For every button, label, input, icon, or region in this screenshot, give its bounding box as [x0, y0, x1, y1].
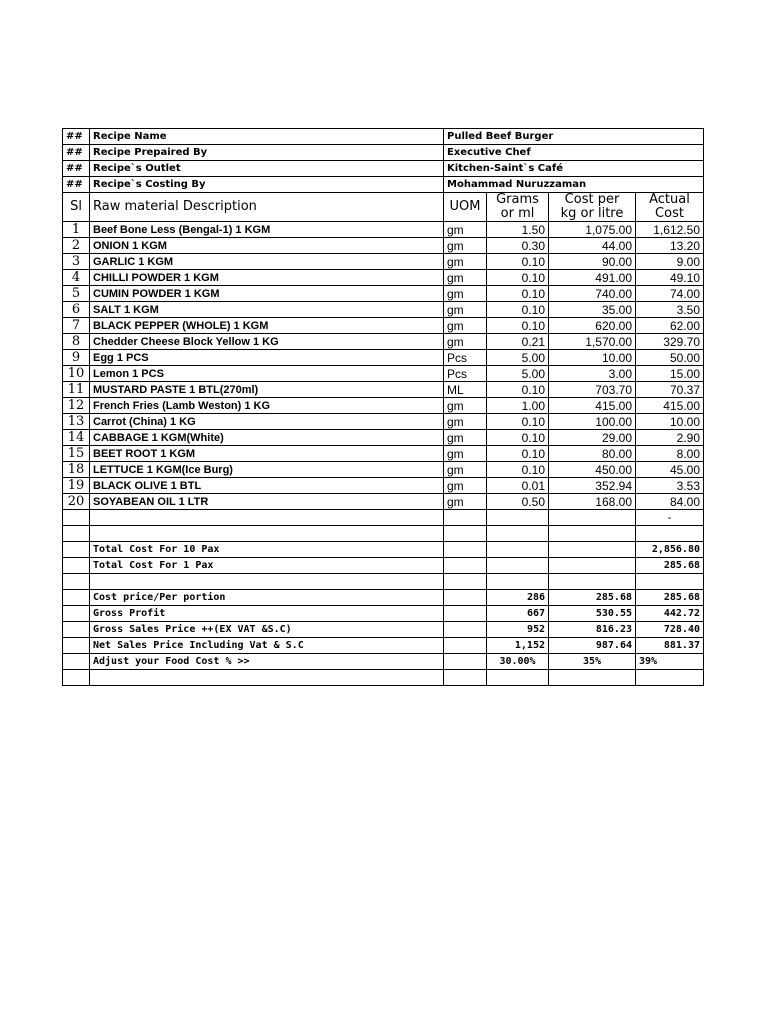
pricing-value-2: 816.23 [549, 622, 636, 638]
pricing-value-1: 30.00% [487, 654, 549, 670]
ingredient-row [63, 222, 704, 238]
empty-row [63, 574, 704, 590]
pricing-value-2: 987.64 [549, 638, 636, 654]
quantity: 0.21 [487, 334, 549, 350]
pricing-spacer [63, 606, 90, 622]
unit-of-measure: gm [444, 398, 487, 414]
serial-number: 18 [63, 462, 90, 478]
ingredient-name: CUMIN POWDER 1 KGM [90, 286, 444, 302]
pricing-spacer [63, 622, 90, 638]
pricing-value-3: 881.37 [636, 638, 704, 654]
actual-cost: 62.00 [636, 318, 704, 334]
pricing-spacer [444, 622, 487, 638]
pricing-label: Adjust your Food Cost % >> [90, 654, 444, 670]
meta-hash: ## [63, 177, 90, 193]
ingredient-name: LETTUCE 1 KGM(Ice Burg) [90, 462, 444, 478]
ingredient-row [63, 494, 704, 510]
ingredient-name: BLACK PEPPER (WHOLE) 1 KGM [90, 318, 444, 334]
meta-hash: ## [63, 161, 90, 177]
quantity: 5.00 [487, 366, 549, 382]
pricing-spacer [63, 638, 90, 654]
unit-of-measure: Pcs [444, 366, 487, 382]
unit-rate: 1,570.00 [549, 334, 636, 350]
ingredient-name: BLACK OLIVE 1 BTL [90, 478, 444, 494]
unit-rate: 703.70 [549, 382, 636, 398]
serial-number: 14 [63, 430, 90, 446]
serial-number: 5 [63, 286, 90, 302]
pricing-label: Gross Profit [90, 606, 444, 622]
unit-rate: 450.00 [549, 462, 636, 478]
actual-cost: 49.10 [636, 270, 704, 286]
pricing-value-3: 442.72 [636, 606, 704, 622]
ingredient-row [63, 318, 704, 334]
unit-rate: 80.00 [549, 446, 636, 462]
ingredient-name: GARLIC 1 KGM [90, 254, 444, 270]
unit-rate: 620.00 [549, 318, 636, 334]
total-1-pax-value: 285.68 [636, 558, 704, 574]
empty-row [63, 670, 704, 686]
meta-hash: ## [63, 129, 90, 145]
ingredient-row [63, 270, 704, 286]
serial-number: 3 [63, 254, 90, 270]
ingredient-row [63, 382, 704, 398]
dash-cell: - [636, 510, 704, 526]
pricing-value-1: 667 [487, 606, 549, 622]
ingredient-name: Egg 1 PCS [90, 350, 444, 366]
serial-number: 7 [63, 318, 90, 334]
meta-row [63, 177, 704, 193]
ingredient-row [63, 254, 704, 270]
unit-of-measure: gm [444, 446, 487, 462]
dash-row [63, 510, 704, 526]
actual-cost-header [636, 193, 704, 222]
ingredient-name: CHILLI POWDER 1 KGM [90, 270, 444, 286]
quantity: 0.10 [487, 446, 549, 462]
pricing-spacer [444, 590, 487, 606]
unit-of-measure: gm [444, 302, 487, 318]
ingredient-name: BEET ROOT 1 KGM [90, 446, 444, 462]
pricing-spacer [444, 654, 487, 670]
unit-of-measure: gm [444, 478, 487, 494]
ingredient-name: CABBAGE 1 KGM(White) [90, 430, 444, 446]
serial-number: 10 [63, 366, 90, 382]
quantity: 0.10 [487, 286, 549, 302]
actual-header-line1: Actual [649, 192, 690, 207]
unit-rate: 1,075.00 [549, 222, 636, 238]
ingredient-row [63, 350, 704, 366]
quantity: 0.10 [487, 462, 549, 478]
pricing-label: Net Sales Price Including Vat & S.C [90, 638, 444, 654]
pricing-spacer [444, 606, 487, 622]
pricing-spacer [63, 654, 90, 670]
meta-label: Recipe Name [90, 129, 444, 145]
meta-value: Kitchen-Saint`s Café [444, 161, 704, 177]
description-header: Raw material Description [90, 193, 444, 222]
pricing-value-1: 952 [487, 622, 549, 638]
unit-of-measure: gm [444, 286, 487, 302]
quantity: 0.10 [487, 382, 549, 398]
column-header-row [63, 193, 704, 222]
cost-header-line1: Cost per [564, 192, 620, 207]
unit-rate: 10.00 [549, 350, 636, 366]
cost-per-header [549, 193, 636, 222]
meta-row [63, 145, 704, 161]
ingredient-name: MUSTARD PASTE 1 BTL(270ml) [90, 382, 444, 398]
actual-cost: 3.50 [636, 302, 704, 318]
unit-rate: 29.00 [549, 430, 636, 446]
serial-number: 4 [63, 270, 90, 286]
actual-cost: 13.20 [636, 238, 704, 254]
pricing-row [63, 654, 704, 670]
recipe-costing-sheet [62, 128, 704, 686]
total-10-pax-row [63, 542, 704, 558]
ingredient-row [63, 238, 704, 254]
actual-cost: 84.00 [636, 494, 704, 510]
pricing-value-1: 1,152 [487, 638, 549, 654]
unit-rate: 3.00 [549, 366, 636, 382]
ingredient-name: French Fries (Lamb Weston) 1 KG [90, 398, 444, 414]
quantity: 0.50 [487, 494, 549, 510]
unit-of-measure: gm [444, 222, 487, 238]
actual-cost: 1,612.50 [636, 222, 704, 238]
quantity: 0.10 [487, 430, 549, 446]
serial-number: 8 [63, 334, 90, 350]
serial-number: 20 [63, 494, 90, 510]
ingredient-row [63, 446, 704, 462]
quantity: 0.30 [487, 238, 549, 254]
ingredient-name: Lemon 1 PCS [90, 366, 444, 382]
sl-header: Sl [63, 193, 90, 222]
unit-rate: 90.00 [549, 254, 636, 270]
actual-header-line2: Cost [655, 206, 684, 221]
pricing-spacer [444, 638, 487, 654]
quantity: 0.10 [487, 270, 549, 286]
actual-cost: 45.00 [636, 462, 704, 478]
serial-number: 11 [63, 382, 90, 398]
meta-label: Recipe`s Outlet [90, 161, 444, 177]
ingredient-name: SALT 1 KGM [90, 302, 444, 318]
actual-cost: 2.90 [636, 430, 704, 446]
quantity: 0.01 [487, 478, 549, 494]
actual-cost: 415.00 [636, 398, 704, 414]
pricing-row [63, 590, 704, 606]
empty-row [63, 526, 704, 542]
meta-row [63, 161, 704, 177]
pricing-spacer [63, 590, 90, 606]
quantity: 1.00 [487, 398, 549, 414]
ingredient-row [63, 302, 704, 318]
actual-cost: 8.00 [636, 446, 704, 462]
unit-of-measure: ML [444, 382, 487, 398]
pricing-label: Gross Sales Price ++(EX VAT &S.C) [90, 622, 444, 638]
actual-cost: 15.00 [636, 366, 704, 382]
ingredient-row [63, 398, 704, 414]
actual-cost: 74.00 [636, 286, 704, 302]
pricing-value-3: 728.40 [636, 622, 704, 638]
ingredient-name: SOYABEAN OIL 1 LTR [90, 494, 444, 510]
serial-number: 15 [63, 446, 90, 462]
pricing-value-2: 35% [549, 654, 636, 670]
pricing-value-3: 39% [636, 654, 704, 670]
meta-label: Recipe`s Costing By [90, 177, 444, 193]
ingredient-row [63, 430, 704, 446]
pricing-value-3: 285.68 [636, 590, 704, 606]
serial-number: 12 [63, 398, 90, 414]
unit-rate: 35.00 [549, 302, 636, 318]
unit-rate: 352.94 [549, 478, 636, 494]
unit-rate: 740.00 [549, 286, 636, 302]
serial-number: 19 [63, 478, 90, 494]
unit-of-measure: gm [444, 414, 487, 430]
quantity: 0.10 [487, 254, 549, 270]
serial-number: 2 [63, 238, 90, 254]
unit-of-measure: Pcs [444, 350, 487, 366]
meta-value: Mohammad Nuruzzaman [444, 177, 704, 193]
ingredient-name: Beef Bone Less (Bengal-1) 1 KGM [90, 222, 444, 238]
unit-rate: 491.00 [549, 270, 636, 286]
pricing-row [63, 638, 704, 654]
quantity: 5.00 [487, 350, 549, 366]
quantity: 1.50 [487, 222, 549, 238]
actual-cost: 329.70 [636, 334, 704, 350]
actual-cost: 9.00 [636, 254, 704, 270]
pricing-row [63, 622, 704, 638]
actual-cost: 50.00 [636, 350, 704, 366]
unit-of-measure: gm [444, 494, 487, 510]
grams-header [487, 193, 549, 222]
unit-of-measure: gm [444, 430, 487, 446]
serial-number: 9 [63, 350, 90, 366]
total-1-pax-label: Total Cost For 1 Pax [90, 558, 444, 574]
pricing-value-2: 530.55 [549, 606, 636, 622]
unit-of-measure: gm [444, 334, 487, 350]
ingredient-row [63, 366, 704, 382]
unit-rate: 415.00 [549, 398, 636, 414]
unit-rate: 44.00 [549, 238, 636, 254]
ingredient-name: ONION 1 KGM [90, 238, 444, 254]
quantity: 0.10 [487, 414, 549, 430]
meta-label: Recipe Prepaired By [90, 145, 444, 161]
total-10-pax-value: 2,856.80 [636, 542, 704, 558]
unit-of-measure: gm [444, 270, 487, 286]
unit-rate: 100.00 [549, 414, 636, 430]
unit-of-measure: gm [444, 254, 487, 270]
actual-cost: 70.37 [636, 382, 704, 398]
total-10-pax-label: Total Cost For 10 Pax [90, 542, 444, 558]
actual-cost: 3.53 [636, 478, 704, 494]
grams-header-line2: or ml [500, 206, 535, 221]
meta-value: Pulled Beef Burger [444, 129, 704, 145]
actual-cost: 10.00 [636, 414, 704, 430]
unit-of-measure: gm [444, 238, 487, 254]
meta-hash: ## [63, 145, 90, 161]
ingredient-row [63, 478, 704, 494]
pricing-label: Cost price/Per portion [90, 590, 444, 606]
quantity: 0.10 [487, 318, 549, 334]
serial-number: 13 [63, 414, 90, 430]
meta-value: Executive Chef [444, 145, 704, 161]
total-1-pax-row [63, 558, 704, 574]
unit-rate: 168.00 [549, 494, 636, 510]
pricing-value-1: 286 [487, 590, 549, 606]
grams-header-line1: Grams [496, 192, 539, 207]
serial-number: 6 [63, 302, 90, 318]
unit-of-measure: gm [444, 462, 487, 478]
unit-of-measure: gm [444, 318, 487, 334]
ingredient-name: Chedder Cheese Block Yellow 1 KG [90, 334, 444, 350]
ingredient-row [63, 334, 704, 350]
pricing-value-2: 285.68 [549, 590, 636, 606]
meta-row [63, 129, 704, 145]
ingredient-name: Carrot (China) 1 KG [90, 414, 444, 430]
ingredient-row [63, 462, 704, 478]
ingredient-row [63, 286, 704, 302]
serial-number: 1 [63, 222, 90, 238]
uom-header: UOM [444, 193, 487, 222]
quantity: 0.10 [487, 302, 549, 318]
ingredient-row [63, 414, 704, 430]
pricing-row [63, 606, 704, 622]
cost-header-line2: kg or litre [560, 206, 624, 221]
